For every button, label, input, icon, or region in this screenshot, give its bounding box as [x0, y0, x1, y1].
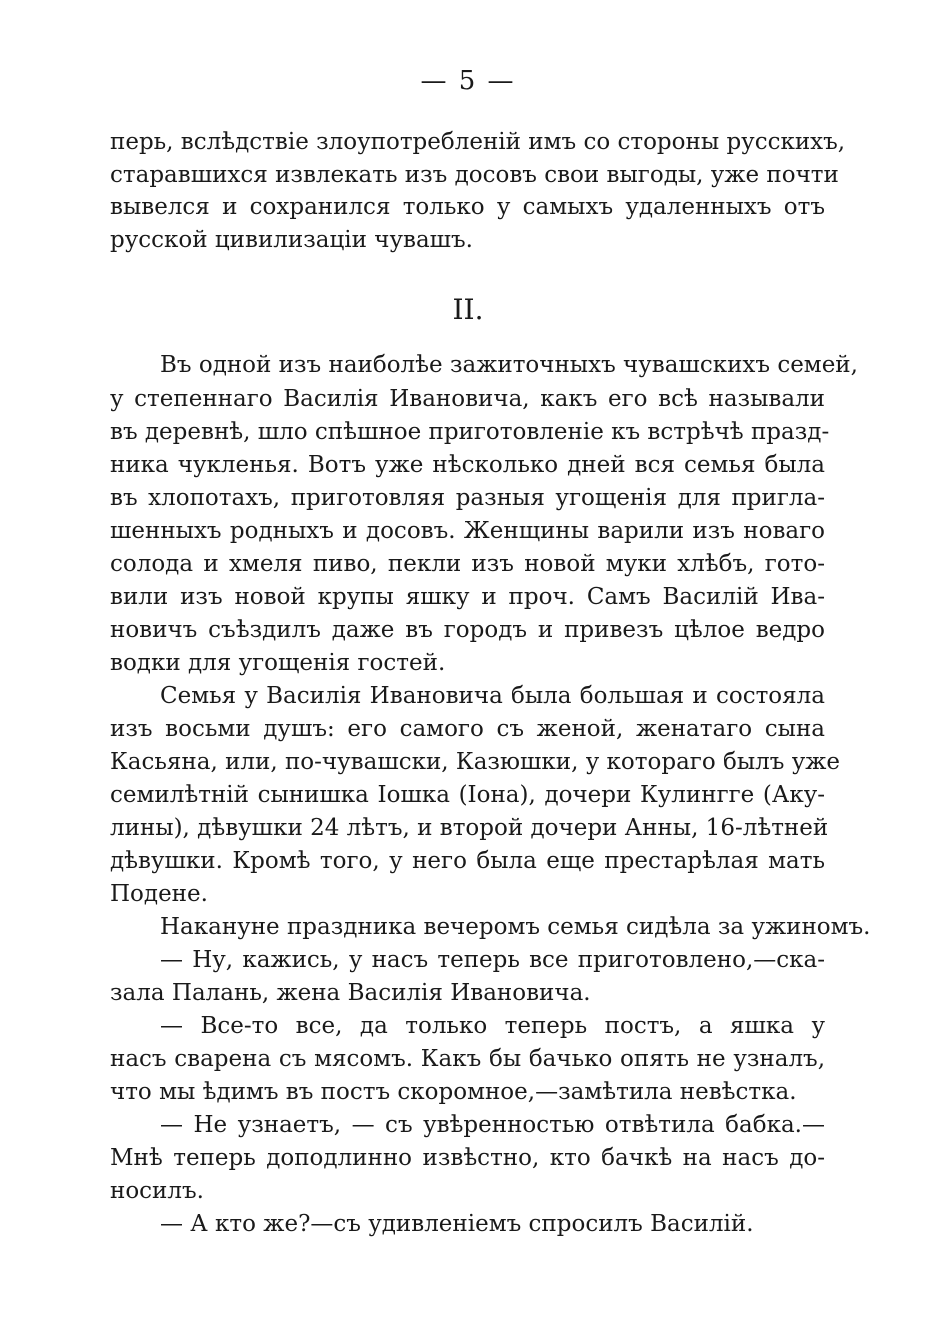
text-line: въ деревнѣ, шло спѣшное приготовленіе къ встрѣчѣ празд- — [110, 419, 830, 445]
text-line: вывелся и сохранился только у самыхъ удаленныхъ отъ — [110, 194, 825, 220]
text-line: Касьяна, или, по-чувашски, Казюшки, у котораго былъ уже — [110, 749, 841, 775]
text-line: шенныхъ родныхъ и досовъ. Женщины варили изъ новаго — [110, 518, 825, 544]
text-line: — Не узнаетъ, — съ увѣренностью отвѣтила бабка.— — [160, 1112, 825, 1138]
page-number: — 5 — — [420, 66, 516, 96]
text-line: Семья у Василія Ивановича была большая и состояла — [160, 683, 825, 709]
text-line: Подене. — [110, 881, 208, 907]
text-line: водки для угощенія гостей. — [110, 650, 446, 676]
text-line: перь, вслѣдствіе злоупотребленій имъ со стороны русскихъ, — [110, 129, 846, 155]
text-line: въ хлопотахъ, приготовляя разныя угощенія для пригла- — [110, 485, 825, 511]
text-line: Въ одной изъ наиболѣе зажиточныхъ чувашскихъ семей, — [160, 352, 858, 378]
text-line: — А кто же?—съ удивленіемъ спросилъ Василій. — [160, 1211, 754, 1237]
text-line: — Все-то все, да только теперь постъ, а яшка у — [160, 1013, 825, 1039]
text-line: дѣвушки. Кромѣ того, у него была еще престарѣлая мать — [110, 848, 825, 874]
text-line: насъ сварена съ мясомъ. Какъ бы бачько опять не узналъ, — [110, 1046, 825, 1072]
text-line: носилъ. — [110, 1178, 204, 1204]
text-line: зала Палань, жена Василія Ивановича. — [110, 980, 591, 1006]
chapter-heading: II. — [452, 293, 484, 326]
text-line: старавшихся извлекать изъ досовъ свои выгоды, уже почти — [110, 162, 839, 188]
text-line: солода и хмеля пиво, пекли изъ новой муки хлѣбъ, гото- — [110, 551, 825, 577]
text-line: что мы ѣдимъ въ постъ скоромное,—замѣтила невѣстка. — [110, 1079, 797, 1105]
text-line: новичъ съѣздилъ даже въ городъ и привезъ цѣлое ведро — [110, 617, 825, 643]
text-line: Мнѣ теперь доподлинно извѣстно, кто бачкѣ на насъ до- — [110, 1145, 825, 1171]
text-line: изъ восьми душъ: его самого съ женой, женатаго сына — [110, 716, 825, 742]
text-line: — Ну, кажись, у насъ теперь все приготовлено,—ска- — [160, 947, 825, 973]
text-line: Накануне праздника вечеромъ семья сидѣла за ужиномъ. — [160, 914, 871, 940]
text-line: ника чукленья. Вотъ уже нѣсколько дней вся семья была — [110, 452, 825, 478]
text-line: русской цивилизаціи чувашъ. — [110, 227, 473, 253]
text-line: семилѣтній сынишка Іошка (Іона), дочери Кулингге (Аку- — [110, 782, 825, 808]
text-line: у степеннаго Василія Ивановича, какъ его всѣ называли — [110, 386, 825, 412]
text-line: вили изъ новой крупы яшку и проч. Самъ Василій Ива- — [110, 584, 825, 610]
text-line: лины), дѣвушки 24 лѣтъ, и второй дочери Анны, 16-лѣтней — [110, 815, 829, 841]
